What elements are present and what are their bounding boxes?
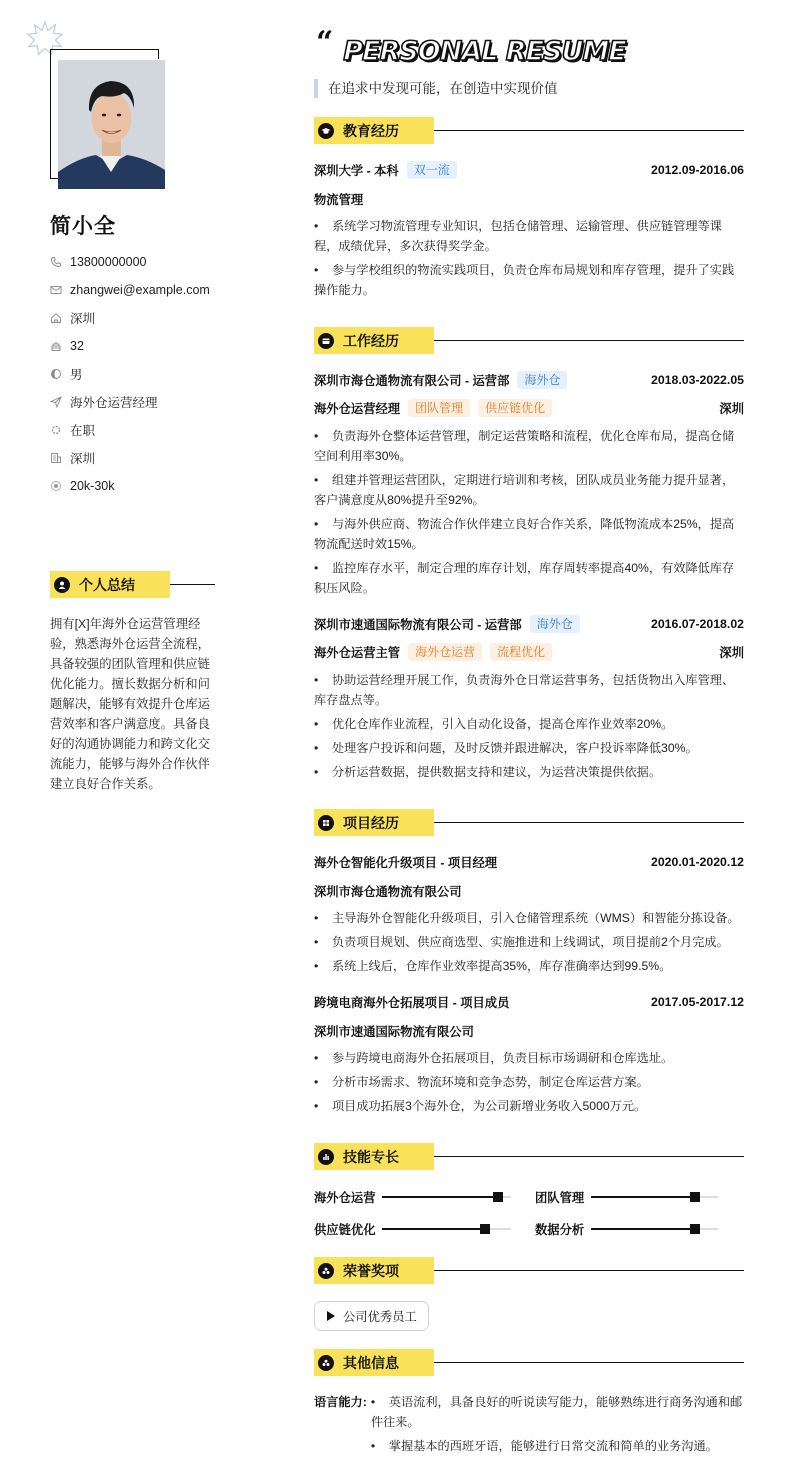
building-icon: [50, 452, 62, 464]
mail-icon: [50, 284, 62, 296]
skill-label: 数据分析: [535, 1223, 585, 1237]
job-row: [314, 614, 744, 634]
candidate-name: 简小全: [50, 215, 116, 238]
list-item: • 参与学校组织的物流实践项目，负责仓库布局规划和库存管理，提升了实践操作能力。: [314, 260, 744, 300]
language-block: [314, 1392, 744, 1460]
job-date: 2016.07-2018.02: [651, 617, 744, 631]
info-phone: [50, 248, 210, 276]
summary-text: 拥有[X]年海外仓运营管理经验，熟悉海外仓运营全流程，具备较强的团队管理和供应链优化能力。擅长数据分析和问题解决，能够有效提升仓库运营效率和客户满意度。具备良好的沟通协调能力和跨文化交流能力，能够与海外合作伙伴建立良好合作关系。: [50, 617, 210, 791]
list-item: • 协助运营经理开展工作，负责海外仓日常运营事务，包括货物出入库管理、库存盘点等。: [314, 670, 744, 710]
list-item: • 英语流利，具备良好的听说读写能力，能够熟练进行商务沟通和邮件往来。: [371, 1392, 744, 1432]
list-item: • 处理客户投诉和问题，及时反馈并跟进解决，客户投诉率降低30%。: [314, 738, 744, 758]
phone-icon: [50, 256, 62, 268]
skill-item: [314, 1220, 511, 1238]
age-value: 32: [70, 339, 84, 353]
job-bullets: [314, 670, 744, 786]
status-icon: [50, 424, 62, 436]
skill-tag: 供应链优化: [478, 399, 552, 417]
section-divider: [434, 822, 744, 823]
award-label: 公司优秀员工: [343, 1310, 417, 1324]
section-divider: [434, 130, 744, 131]
section-header-projects: [314, 809, 744, 836]
education-bullets: [314, 216, 744, 304]
user-icon: [54, 577, 70, 593]
email-value: zhangwei@example.com: [70, 283, 210, 297]
briefcase-icon: [318, 333, 334, 349]
skill-level-marker: [480, 1224, 490, 1234]
send-icon: [50, 396, 62, 408]
major: 物流管理: [314, 193, 364, 207]
project-date: 2020.01-2020.12: [651, 855, 744, 869]
language-list: [371, 1392, 744, 1460]
job-role-row: [314, 398, 744, 418]
skill-level-marker: [690, 1192, 700, 1202]
education-date: 2012.09-2016.06: [651, 163, 744, 177]
list-item: • 与海外供应商、物流合作伙伴建立良好合作关系，降低物流成本25%，提高物流配送时效15%。: [314, 514, 744, 554]
section-divider: [434, 1156, 744, 1157]
job-role: 海外仓运营主管: [314, 646, 401, 660]
project-date: 2017.05-2017.12: [651, 995, 744, 1009]
status-value: 在职: [70, 424, 96, 438]
skill-label: 团队管理: [535, 1191, 585, 1205]
language-label: 语言能力:: [314, 1395, 367, 1409]
list-item: • 组建并管理运营团队，定期进行培训和考核，团队成员业务能力提升显著，客户满意度从80%提升至92%。: [314, 470, 744, 510]
company-name: 深圳市速通国际物流有限公司 - 运营部: [314, 618, 522, 632]
section-title: 个人总结: [79, 576, 135, 593]
job-date: 2018.03-2022.05: [651, 373, 744, 387]
avatar: [58, 60, 165, 189]
skill-item: [535, 1220, 718, 1238]
job-city: 深圳: [719, 646, 744, 660]
project-company: 深圳市速通国际物流有限公司: [314, 1025, 474, 1039]
section-title: 技能专长: [343, 1148, 399, 1165]
phone-value: 13800000000: [70, 255, 147, 269]
bar-chart-icon: [318, 1149, 334, 1165]
list-item: • 系统学习物流管理专业知识，包括仓储管理、运输管理、供应链管理等课程，成绩优异，多次获得奖学金。: [314, 216, 744, 256]
award-chip: [314, 1301, 429, 1331]
age-icon: [50, 340, 62, 352]
info-cluster-icon: [318, 1355, 334, 1371]
skill-tag: 流程优化: [490, 643, 552, 661]
job-row: [314, 370, 744, 390]
motto: 在追求中发现可能，在创造中实现价值: [314, 79, 558, 98]
list-item: • 监控库存水平，制定合理的库存计划，库存周转率提高40%，有效降低库存积压风险。: [314, 558, 744, 598]
section-header-work: [314, 327, 744, 354]
quote-mark: “: [316, 25, 334, 60]
location-value: 深圳: [70, 312, 96, 326]
section-title: 荣誉奖项: [343, 1262, 399, 1279]
info-age: [50, 332, 210, 360]
skill-label: 海外仓运营: [314, 1191, 376, 1205]
salary-value: 20k-30k: [70, 479, 115, 493]
home-icon: [50, 312, 62, 324]
gender-value: 男: [70, 368, 83, 382]
section-header-awards: [314, 1257, 744, 1284]
project-row: [314, 992, 744, 1012]
project-name: 海外仓智能化升级项目 - 项目经理: [314, 856, 498, 870]
section-divider: [170, 584, 215, 585]
city-value: 深圳: [70, 452, 96, 466]
project-company: 深圳市海仓通物流有限公司: [314, 885, 462, 899]
list-item: • 参与跨境电商海外仓拓展项目，负责目标市场调研和仓库选址。: [314, 1048, 744, 1068]
info-city: [50, 444, 210, 472]
section-divider: [434, 1270, 744, 1271]
company-tag: 海外仓: [517, 371, 567, 389]
info-status: [50, 416, 210, 444]
skill-item: [314, 1188, 511, 1206]
job-role-row: [314, 642, 744, 662]
info-gender: [50, 360, 210, 388]
job-city: 深圳: [719, 402, 744, 416]
list-item: • 优化仓库作业流程，引入自动化设备，提高仓库作业效率20%。: [314, 714, 744, 734]
skill-bar: [382, 1228, 511, 1230]
list-item: • 负责海外仓整体运营管理，制定运营策略和流程，优化仓库布局，提高仓储空间利用率30%。: [314, 426, 744, 466]
info-position: [50, 388, 210, 416]
company-name: 深圳市海仓通物流有限公司 - 运营部: [314, 374, 510, 388]
company-tag: 海外仓: [530, 615, 580, 633]
skill-bar: [382, 1196, 511, 1198]
project-row: [314, 852, 744, 872]
resume-title: [316, 25, 626, 70]
skill-label: 供应链优化: [314, 1223, 376, 1237]
skill-item: [535, 1188, 718, 1206]
play-triangle-icon: [327, 1311, 335, 1321]
school-tag: 双一流: [407, 161, 457, 179]
page-title: PERSONAL RESUME: [343, 36, 626, 67]
section-header-other: [314, 1349, 744, 1376]
job-role: 海外仓运营经理: [314, 402, 401, 416]
project-bullets: [314, 908, 744, 980]
section-title: 工作经历: [343, 332, 399, 349]
section-header-skills: [314, 1143, 744, 1170]
gender-icon: [50, 368, 62, 380]
section-title: 其他信息: [343, 1354, 399, 1371]
list-item: • 分析运营数据，提供数据支持和建议，为运营决策提供依据。: [314, 762, 744, 782]
skill-bar: [591, 1196, 718, 1198]
project-name: 跨境电商海外仓拓展项目 - 项目成员: [314, 996, 510, 1010]
list-item: • 分析市场需求、物流环境和竞争态势，制定仓库运营方案。: [314, 1072, 744, 1092]
grid-icon: [318, 815, 334, 831]
skill-bar: [591, 1228, 718, 1230]
section-header-summary: [50, 571, 215, 598]
section-header-education: [314, 117, 744, 144]
list-item: • 项目成功拓展3个海外仓，为公司新增业务收入5000万元。: [314, 1096, 744, 1116]
list-item: • 掌握基本的西班牙语，能够进行日常交流和简单的业务沟通。: [371, 1436, 744, 1456]
project-bullets: [314, 1048, 744, 1120]
skill-tag: 海外仓运营: [408, 643, 482, 661]
list-item: • 负责项目规划、供应商选型、实施推进和上线调试，项目提前2个月完成。: [314, 932, 744, 952]
contact-info-list: [50, 248, 210, 500]
award-icon: [318, 1263, 334, 1279]
info-location: [50, 304, 210, 332]
section-divider: [434, 340, 744, 341]
list-item: • 系统上线后，仓库作业效率提高35%，库存准确率达到99.5%。: [314, 956, 744, 976]
section-title: 教育经历: [343, 122, 399, 139]
salary-icon: [50, 480, 62, 492]
info-salary: [50, 472, 210, 500]
graduation-cap-icon: [318, 123, 334, 139]
skill-tag: 团队管理: [408, 399, 470, 417]
school-name: 深圳大学 - 本科: [314, 164, 399, 178]
education-row: [314, 160, 744, 180]
job-bullets: [314, 426, 744, 602]
skill-level-marker: [493, 1192, 503, 1202]
section-divider: [434, 1362, 744, 1363]
position-value: 海外仓运营经理: [70, 396, 158, 410]
list-item: • 主导海外仓智能化升级项目，引入仓储管理系统（WMS）和智能分拣设备。: [314, 908, 744, 928]
section-title: 项目经历: [343, 814, 399, 831]
info-email: [50, 276, 210, 304]
skill-level-marker: [690, 1224, 700, 1234]
